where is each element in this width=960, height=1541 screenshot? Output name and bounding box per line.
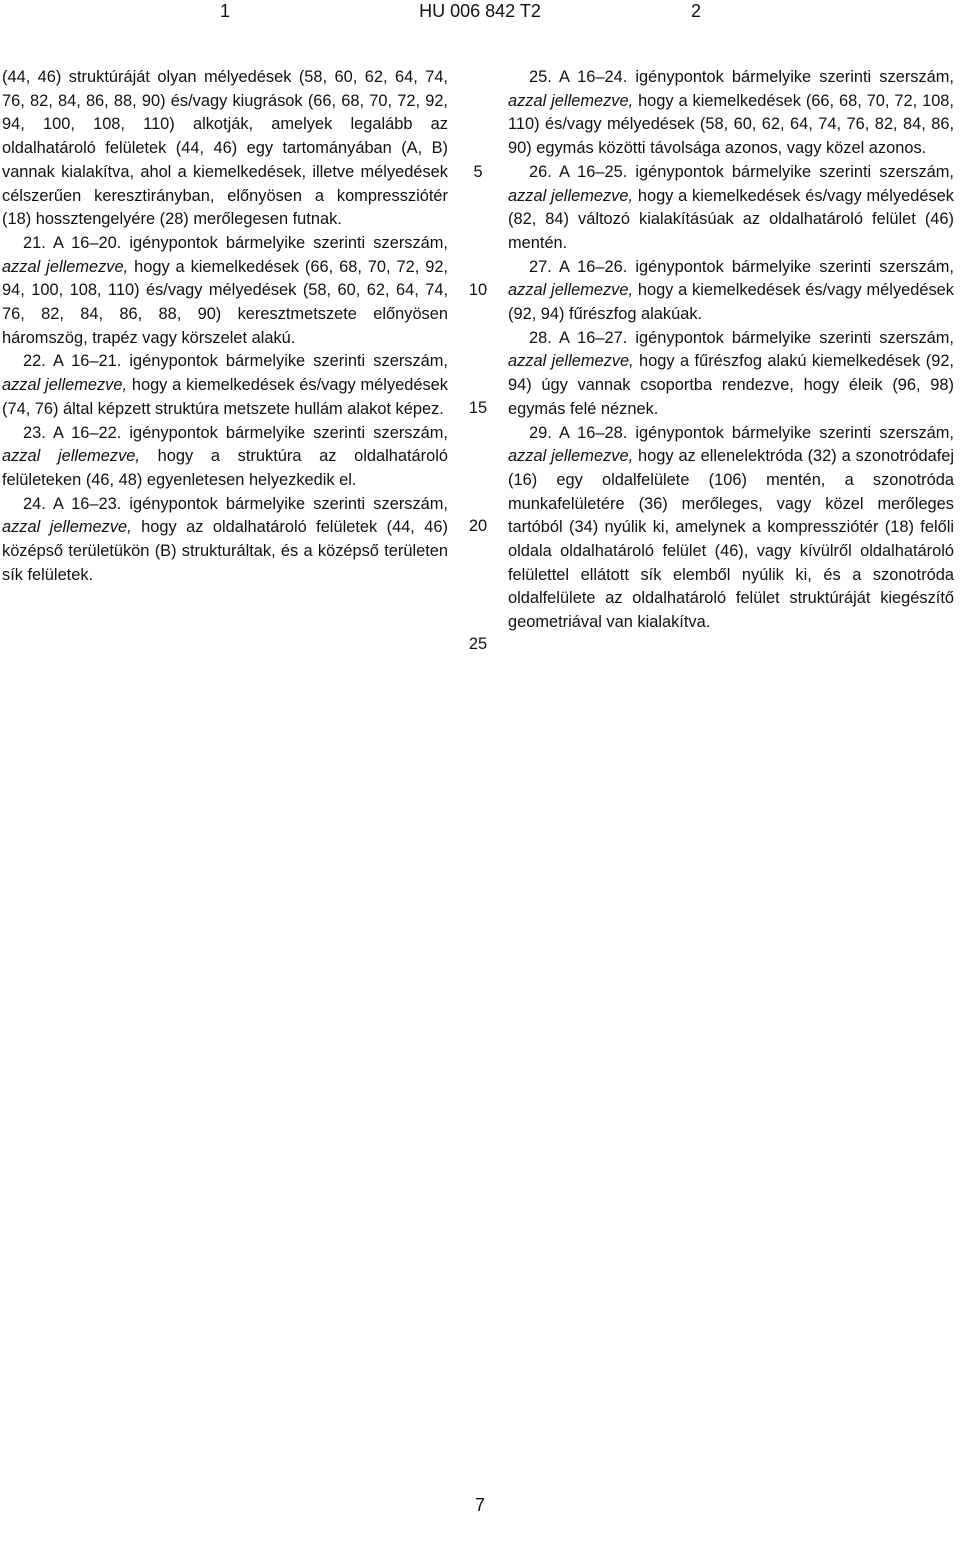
claim-26 (508, 161, 954, 256)
claim-text: igénypontok bármelyike szerinti szerszám, (627, 423, 954, 442)
claim-22 (2, 350, 448, 421)
claim-number: 27. A 16–26. (529, 257, 628, 276)
claim-text: hogy a kiemelkedések és/vagy mélyedések (92, 94) fűrészfog alakúak. (508, 281, 954, 324)
claim-emphasis: azzal jellemezve, (2, 447, 140, 466)
claim-text: hogy az ellenelektróda (32) a szonotródafej (16) egy oldalfelülete (106) mentén, a szonotróda munkafelületére (36) merőleges, vagy közel merőleges tartóból (34) nyúlik ki, amelynek a kompressziótér (18) felőli oldala oldalhatároló felület (46), vagy kívülről oldalhatároló felülettel ellátott sík elemből nyúlik ki, és a szonotróda oldalfelülete az oldalhatároló felület struktúráját kiegészítő geometriával van kialakítva. (508, 447, 955, 632)
line-number-20: 20 (468, 517, 488, 535)
claim-emphasis: azzal jellemezve, (2, 518, 132, 537)
claim-text: igénypontok bármelyike szerinti szerszám, (121, 352, 448, 371)
claim-text: hogy a kiemelkedések (66, 68, 70, 72, 92, 94, 100, 108, 110) és/vagy mélyedések (58, 60, 62, 64, 74, 76, 82, 84, 86, 88, 90) keresztmetszete előnyösen háromszög, trapéz vagy körszelet alakú. (2, 257, 448, 347)
claim-number: 21. A 16–20. (23, 233, 122, 252)
claim-number: 28. A 16–27. (529, 328, 628, 347)
claim-text: igénypontok bármelyike szerinti szerszám, (627, 162, 954, 181)
left-column (2, 66, 448, 587)
claim-29 (508, 422, 954, 635)
claim-emphasis: azzal jellemezve, (508, 352, 634, 371)
claim-text: hogy a kiemelkedések és/vagy mélyedések (74, 76) által képzett struktúra metszete hullám alakot képez. (2, 376, 448, 418)
line-number-25: 25 (468, 635, 488, 653)
claim-text: igénypontok bármelyike szerinti szerszám, (121, 233, 448, 252)
claim-text: igénypontok bármelyike szerinti szerszám, (121, 423, 448, 442)
document-id: HU 006 842 T2 (419, 1, 541, 21)
claim-text: igénypontok bármelyike szerinti szerszám, (627, 257, 954, 276)
claim-emphasis: azzal jellemezve, (2, 257, 129, 276)
footer-page-number: 7 (474, 1495, 485, 1515)
claim-emphasis: azzal jellemezve, (508, 186, 634, 205)
claim-number: 25. A 16–24. (529, 68, 628, 86)
claim-emphasis: azzal jellemezve, (508, 281, 634, 300)
continuation-paragraph: (44, 46) struktúráját olyan mélyedések (58, 60, 62, 64, 74, 76, 82, 84, 86, 88, 90) és/vagy kiugrások (66, 68, 70, 72, 92, 94, 100, 108, 110) alkotják, amelyek legalább az oldalhatároló felületek (44, 46) egy tartományában (A, B) vannak kialakítva, ahol a kiemelkedések, illetve mélyedések célszerűen keresztirányban, előnyösen a kompressziótér (18) hossztengelyére (28) merőlegesen futnak. (2, 68, 448, 229)
claim-27 (508, 256, 954, 327)
claim-text: hogy a kiemelkedések (66, 68, 70, 72, 108, 110) és/vagy mélyedések (58, 60, 62, 64, 74, 76, 82, 84, 86, 90) egymás közötti távolsága azonos, vagy közel azonos. (508, 91, 954, 158)
claim-28 (508, 327, 954, 422)
claim-emphasis: azzal jellemezve, (508, 91, 634, 110)
claim-text: hogy az oldalhatároló felületek (44, 46) középső területükön (B) strukturáltak, és a középső területen sík felületek. (2, 518, 448, 584)
claim-25 (508, 66, 954, 161)
right-page-number: 2 (691, 1, 702, 21)
claim-text: igénypontok bármelyike szerinti szerszám, (121, 494, 448, 513)
claim-number: 26. A 16–25. (529, 162, 628, 181)
claim-21 (2, 232, 448, 351)
left-page-number: 1 (220, 1, 231, 21)
claim-24 (2, 493, 448, 588)
claim-number: 23. A 16–22. (23, 423, 122, 442)
claim-number: 24. A 16–23. (23, 494, 122, 513)
line-number-10: 10 (468, 281, 488, 299)
right-column (508, 66, 954, 635)
claim-text: igénypontok bármelyike szerinti szerszám, (627, 68, 954, 86)
claim-23 (2, 422, 448, 493)
claim-number: 22. A 16–21. (23, 352, 122, 371)
claim-text: hogy a kiemelkedések és/vagy mélyedések (82, 84) változó kialakításúak az oldalhatároló felület (46) mentén. (508, 186, 954, 252)
claim-text: hogy a fűrészfog alakú kiemelkedések (92, 94) úgy vannak csoportba rendezve, hogy éleik (96, 98) egymás felé néznek. (508, 352, 954, 418)
claim-number: 29. A 16–28. (529, 423, 628, 442)
claim-emphasis: azzal jellemezve, (2, 376, 128, 395)
claim-text: hogy a struktúra az oldalhatároló felületeken (46, 48) egyenletesen helyezkedik el. (2, 447, 448, 489)
claim-text: igénypontok bármelyike szerinti szerszám, (627, 328, 954, 347)
claim-emphasis: azzal jellemezve, (508, 447, 634, 466)
line-number-5: 5 (473, 163, 483, 181)
line-number-15: 15 (468, 399, 488, 417)
